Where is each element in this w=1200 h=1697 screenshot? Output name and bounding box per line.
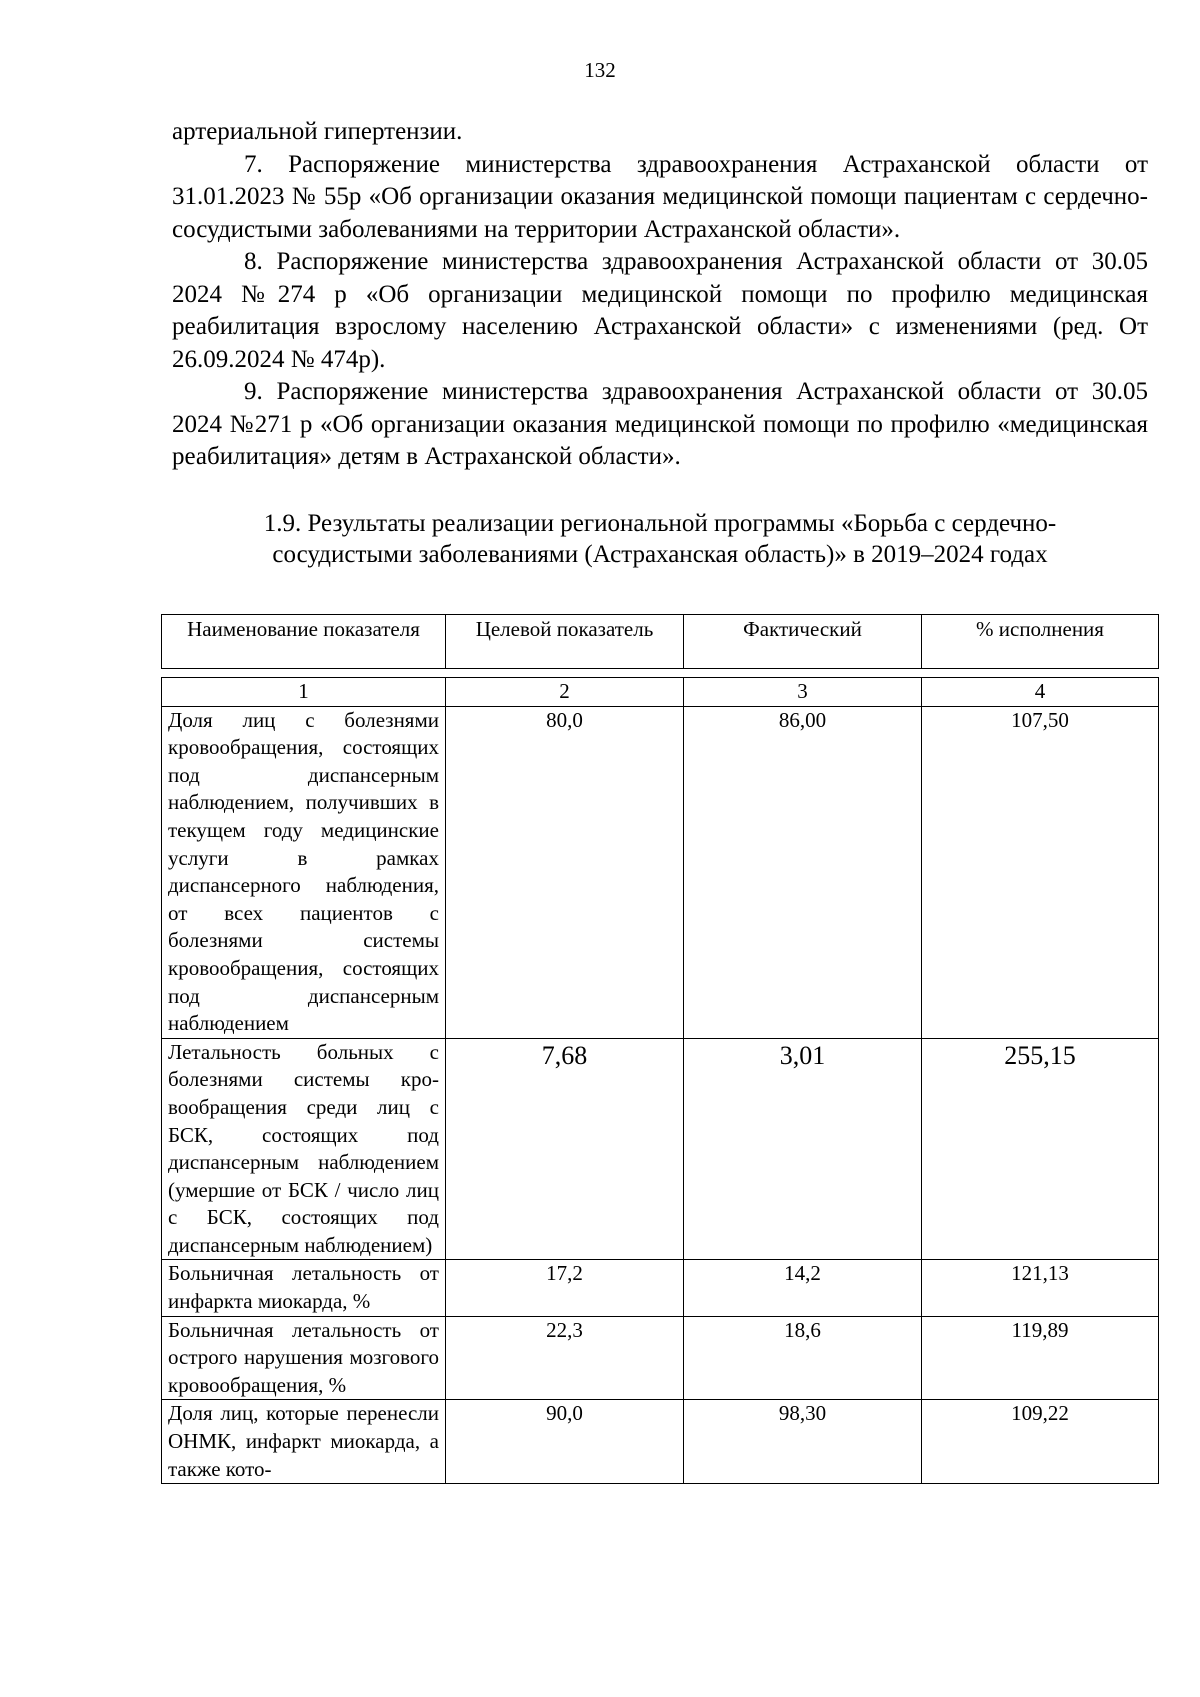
target-cell: 7,68 [446, 1038, 684, 1260]
actual-cell: 86,00 [684, 706, 922, 1038]
section-heading-line-2: сосудистыми заболеваниями (Астраханская область)» в 2019–2024 годах [272, 541, 1048, 568]
document-body [172, 116, 1148, 474]
target-cell: 90,0 [446, 1400, 684, 1484]
page-number: 132 [584, 58, 616, 82]
table-row [162, 1038, 1159, 1260]
section-heading [172, 508, 1148, 570]
percent-cell: 255,15 [922, 1038, 1159, 1260]
header-actual: Фактический [684, 615, 922, 669]
percent-cell: 109,22 [922, 1400, 1159, 1484]
section-heading-line-1: 1.9. Результаты реализации региональной программы «Борьба с сердечно- [263, 510, 1057, 537]
paragraph-item-8: 8. Распоряжение министерства здравоохранения Астраханской области от 30.05 2024 №274 р «Об организации медицинской помощи по профилю медицинская реабилитация взрослому населению Астраханской области» с изменениями (ред. От 26.09.2024 № 474р). [172, 248, 1148, 373]
indicator-cell: Доля лиц, которые перенесли ОНМК, инфаркт миокарда, а также кото- [162, 1400, 446, 1484]
actual-cell: 3,01 [684, 1038, 922, 1260]
column-number-row [162, 678, 1159, 707]
indicator-cell: Больничная летальность от инфаркта миокарда, % [162, 1260, 446, 1316]
paragraph-item-7: 7. Распоряжение министерства здравоохранения Астраханской области от 31.01.2023 № 55р «Об организации оказания медицинской помощи пациентам с сердечно-сосудистыми заболеваниями на территории Астраханской области». [172, 150, 1148, 243]
target-cell: 80,0 [446, 706, 684, 1038]
table-row [162, 706, 1159, 1038]
target-cell: 17,2 [446, 1260, 684, 1316]
percent-cell: 121,13 [922, 1260, 1159, 1316]
table-header-row [162, 615, 1159, 669]
header-indicator-name: Наименование показателя [162, 615, 446, 669]
header-percent: % исполнения [922, 615, 1159, 669]
column-number: 4 [922, 678, 1159, 707]
results-table-header [161, 614, 1159, 669]
column-number: 2 [446, 678, 684, 707]
header-target: Целевой показатель [446, 615, 684, 669]
table-row [162, 1260, 1159, 1316]
indicator-cell: Больничная летальность от острого нарушения мозгового кровообращения, % [162, 1316, 446, 1400]
actual-cell: 18,6 [684, 1316, 922, 1400]
paragraph-item-9: 9. Распоряжение министерства здравоохранения Астраханской области от 30.05 2024 №271 р «Об организации оказания медицинской помощи по профилю «медицинская реабилитация» детям в Астраханской области». [172, 378, 1148, 470]
table-row [162, 1316, 1159, 1400]
indicator-cell: Доля лиц с болезнями кровообращения, состоящих под диспансерным наблюдением, получивших в текущем году медицинские услуги в рамках диспансерного наблюдения, от всех пациентов с болезнями системы кровообращения, состоящих под диспансерным наблюдением [162, 706, 446, 1038]
column-number: 3 [684, 678, 922, 707]
paragraph-continuation: артериальной гипертензии. [172, 118, 463, 145]
column-number: 1 [162, 678, 446, 707]
actual-cell: 98,30 [684, 1400, 922, 1484]
percent-cell: 119,89 [922, 1316, 1159, 1400]
results-table [161, 677, 1159, 1484]
percent-cell: 107,50 [922, 706, 1159, 1038]
target-cell: 22,3 [446, 1316, 684, 1400]
indicator-cell: Летальность больных с болезнями системы кровообращения среди лиц с БСК, состоящих под диспансерным наблюдением (умершие от БСК / число лиц с БСК, состоящих под диспансерным наблюдением) [162, 1038, 446, 1260]
table-row [162, 1400, 1159, 1484]
actual-cell: 14,2 [684, 1260, 922, 1316]
